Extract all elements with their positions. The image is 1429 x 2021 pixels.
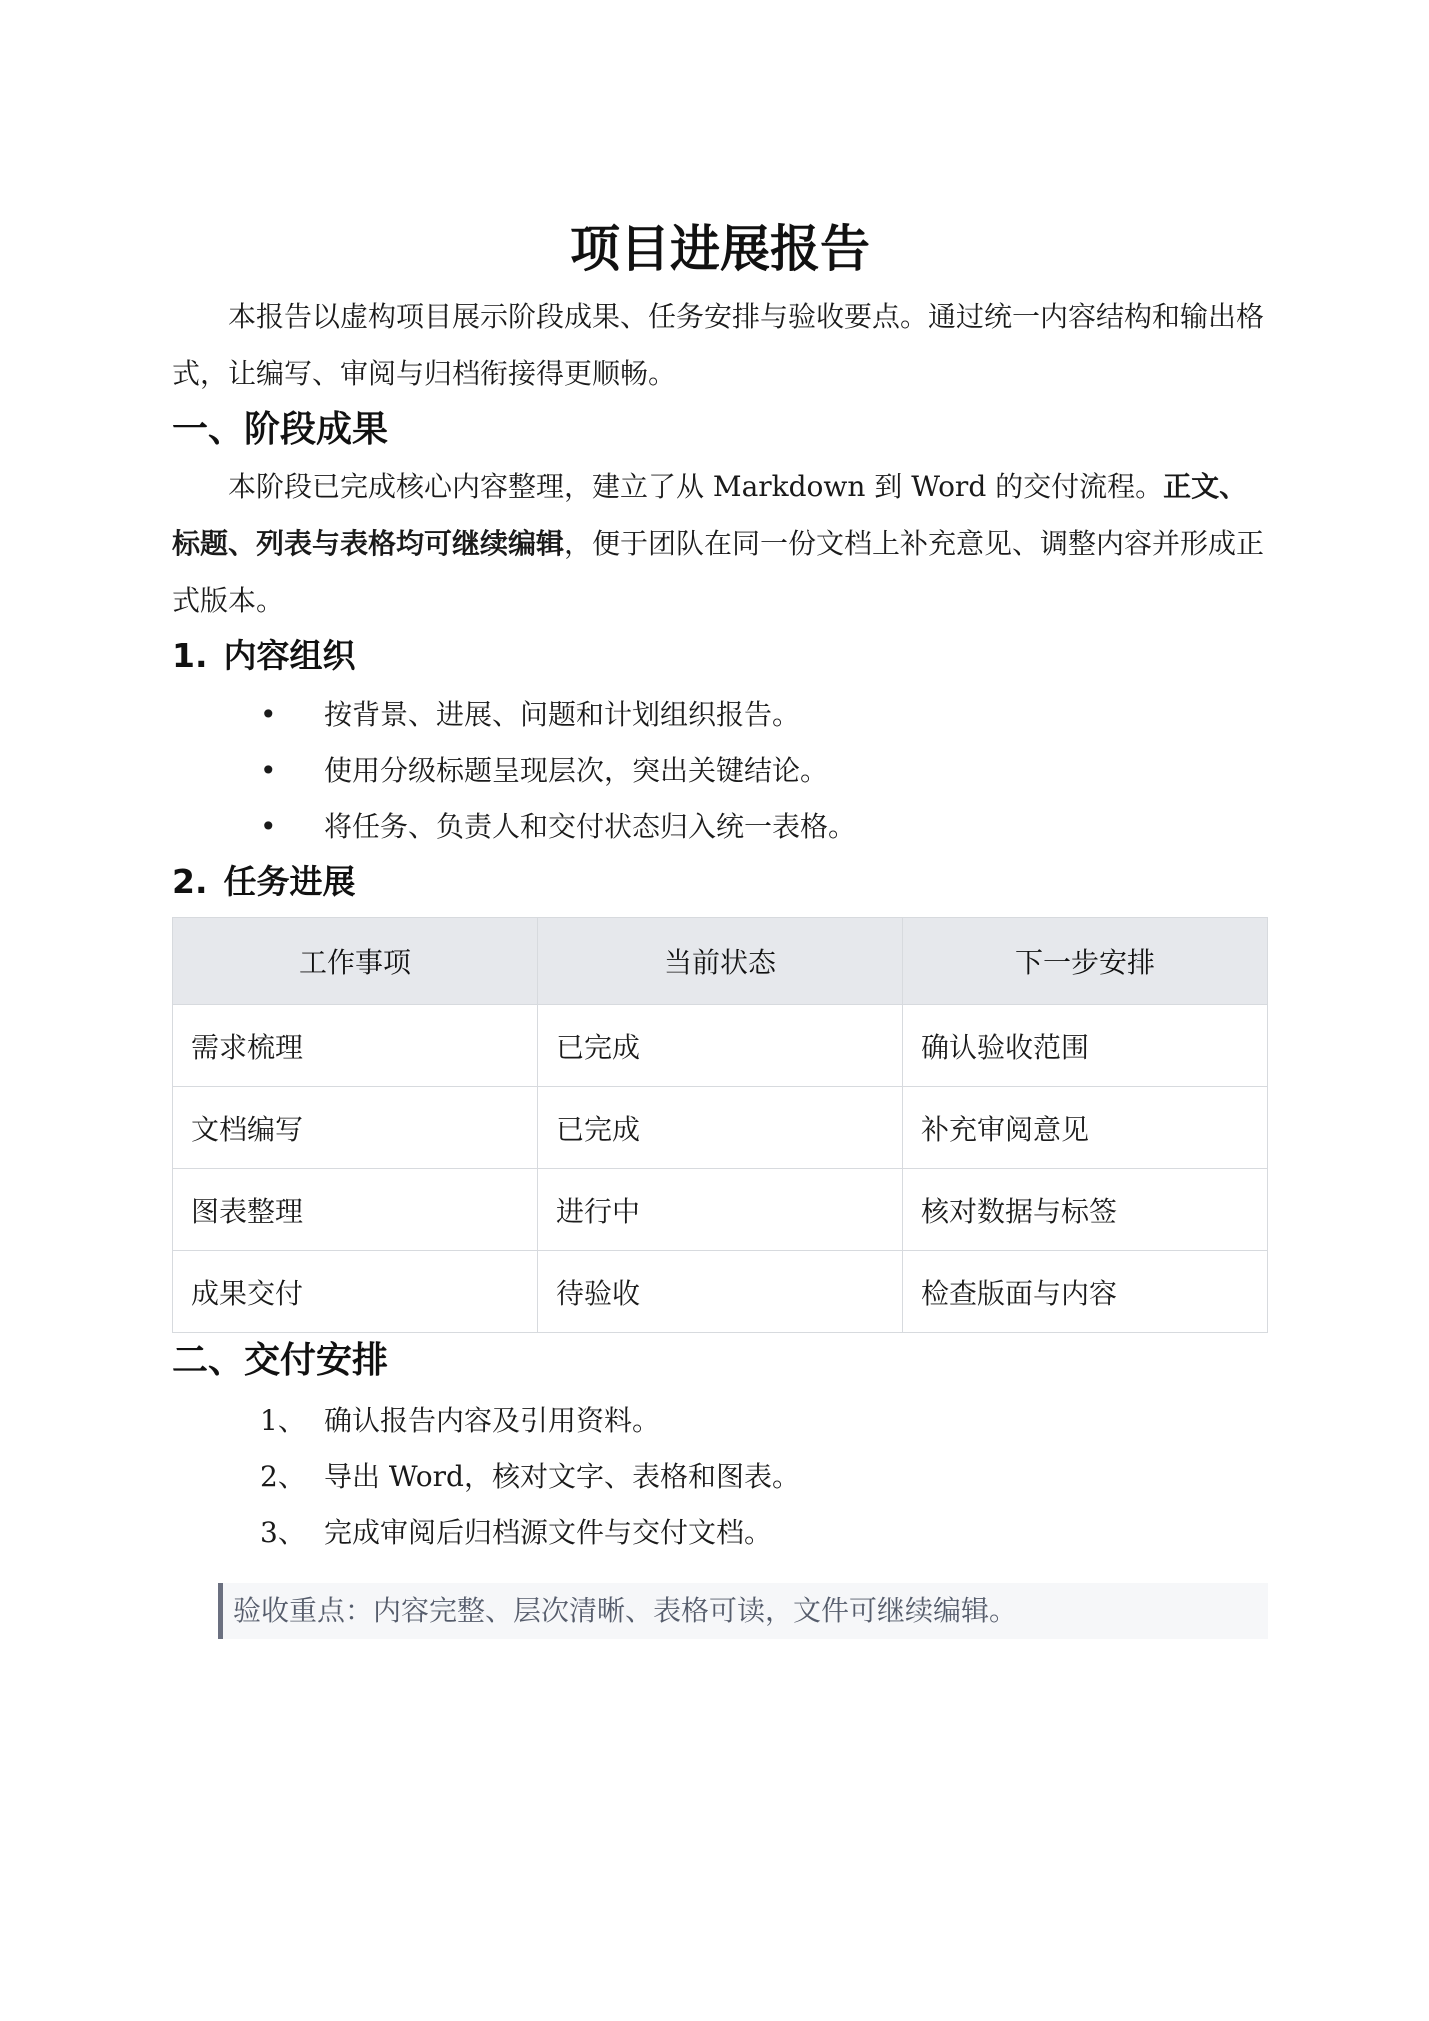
list-item-text: 确认报告内容及引用资料。	[324, 1404, 661, 1437]
list-item-text: 将任务、负责人和交付状态归入统一表格。	[324, 810, 857, 843]
column-header-next-step: 下一步安排	[903, 918, 1268, 1005]
table-cell: 成果交付	[173, 1251, 538, 1333]
bullet-marker: •	[260, 810, 277, 843]
document-title: 项目进展报告	[570, 220, 870, 278]
bullet-marker: •	[260, 754, 277, 787]
table-cell: 待验收	[538, 1251, 903, 1333]
table-cell: 已完成	[538, 1087, 903, 1169]
content-organization-list	[172, 687, 1268, 855]
table-cell: 需求梳理	[173, 1005, 538, 1087]
list-item	[172, 743, 1268, 799]
table-cell: 图表整理	[173, 1169, 538, 1251]
list-item	[172, 687, 1268, 743]
section-heading-delivery: 二、交付安排	[172, 1340, 389, 1381]
intro-paragraph: 本报告以虚构项目展示阶段成果、任务安排与验收要点。通过统一内容结构和输出格式，让编写、审阅与归档衔接得更顺畅。	[172, 300, 1265, 390]
table-cell: 进行中	[538, 1169, 903, 1251]
step-number: 2、	[260, 1460, 306, 1493]
list-item-text: 导出 Word，核对文字、表格和图表。	[324, 1460, 800, 1493]
list-item	[172, 1393, 1268, 1449]
achievements-text-lead: 本阶段已完成核心内容整理，建立了从 Markdown 到 Word 的交付流程。	[228, 470, 1164, 503]
table-cell: 确认验收范围	[903, 1005, 1268, 1087]
acceptance-callout: 验收重点：内容完整、层次清晰、表格可读，文件可继续编辑。	[218, 1583, 1268, 1639]
step-number: 3、	[260, 1516, 306, 1549]
list-item-text: 按背景、进展、问题和计划组织报告。	[324, 698, 801, 731]
table-row	[173, 1251, 1268, 1333]
table-row	[173, 1087, 1268, 1169]
subheading-label: 任务进展	[223, 862, 356, 901]
table-row	[173, 1169, 1268, 1251]
achievements-text-tail: ，便于团队在同一份文档上补充意见、调整内容并形成正式版本。	[172, 527, 1265, 617]
list-item-text: 完成审阅后归档源文件与交付文档。	[324, 1516, 773, 1549]
table-cell: 补充审阅意见	[903, 1087, 1268, 1169]
task-progress-table	[172, 917, 1268, 1333]
step-number: 1、	[260, 1404, 306, 1437]
table-cell: 核对数据与标签	[903, 1169, 1268, 1251]
subheading-number: 1.	[172, 636, 208, 675]
subheading-label: 内容组织	[223, 636, 356, 675]
list-item	[172, 799, 1268, 855]
section-heading-achievements: 一、阶段成果	[172, 409, 389, 450]
table-cell: 文档编写	[173, 1087, 538, 1169]
subheading-number: 2.	[172, 862, 208, 901]
list-item-text: 使用分级标题呈现层次，突出关键结论。	[324, 754, 829, 787]
report-page	[172, 210, 1268, 1639]
achievements-paragraph	[172, 458, 1268, 629]
column-header-work-item: 工作事项	[173, 918, 538, 1005]
bullet-marker: •	[260, 698, 277, 731]
column-header-status: 当前状态	[538, 918, 903, 1005]
table-row	[173, 1005, 1268, 1087]
subheading-content-organization	[172, 629, 1268, 683]
table-cell: 已完成	[538, 1005, 903, 1087]
table-header-row	[173, 918, 1268, 1005]
list-item	[172, 1505, 1268, 1561]
list-item	[172, 1449, 1268, 1505]
achievements-bold-text: 正文、标题、列表与表格均可继续编辑	[172, 470, 1248, 560]
delivery-steps-list	[172, 1393, 1268, 1561]
table-cell: 检查版面与内容	[903, 1251, 1268, 1333]
subheading-task-progress	[172, 855, 1268, 909]
